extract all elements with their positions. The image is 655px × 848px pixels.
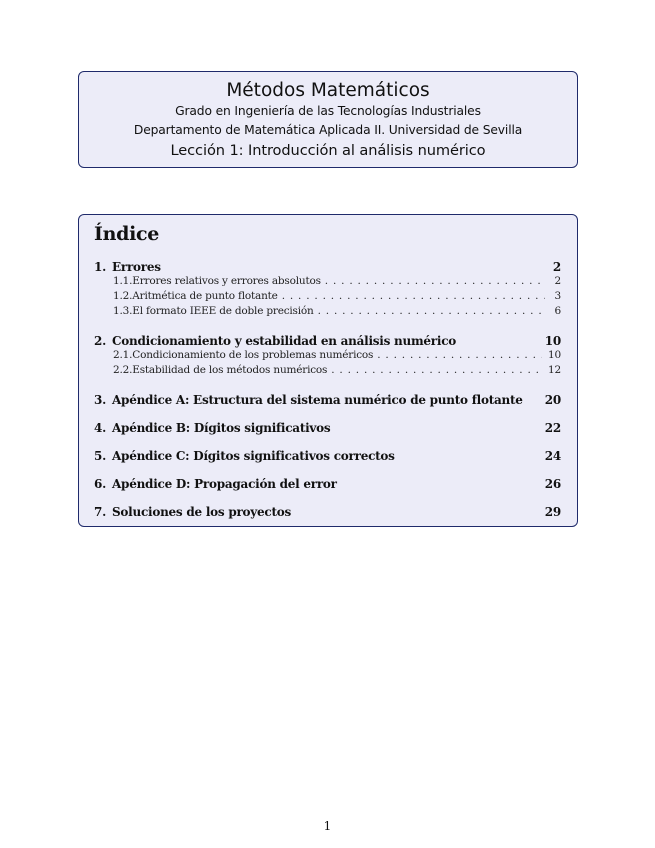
toc-section[interactable] <box>94 505 561 520</box>
section-label: Apéndice D: Propagación del error <box>112 477 337 491</box>
section-label: Condicionamiento y estabilidad en análisis numérico <box>112 334 456 348</box>
subsection-number: 1.1. <box>113 275 133 287</box>
subsection-label: Condicionamiento de los problemas numéricos <box>132 349 374 361</box>
section-number: 7. <box>94 505 107 519</box>
subsection-number: 1.2. <box>113 290 133 302</box>
section-label: Apéndice C: Dígitos significativos correctos <box>112 449 395 463</box>
subsection-page: 6 <box>554 305 561 317</box>
toc-section[interactable] <box>94 421 561 436</box>
subsection-label: Aritmética de punto flotante <box>132 290 278 302</box>
toc-subsection[interactable] <box>94 290 561 305</box>
table-of-contents <box>78 214 578 527</box>
dot-leader <box>318 305 545 317</box>
section-label: Apéndice A: Estructura del sistema numérico de punto flotante <box>112 393 523 407</box>
title-box <box>78 71 578 168</box>
subsection-label: Estabilidad de los métodos numéricos <box>132 364 328 376</box>
subsection-number: 1.3. <box>113 305 133 317</box>
section-number: 2. <box>94 334 107 348</box>
section-number: 5. <box>94 449 107 463</box>
section-number: 3. <box>94 393 107 407</box>
subsection-number: 2.1. <box>113 349 133 361</box>
section-page: 20 <box>544 393 561 407</box>
toc-section[interactable] <box>94 260 561 275</box>
toc-section[interactable] <box>94 449 561 464</box>
subsection-page: 10 <box>548 349 561 361</box>
dot-leader <box>331 364 542 376</box>
department-line: Departamento de Matemática Aplicada II. Universidad de Sevilla <box>133 123 523 137</box>
dot-leader <box>377 349 542 361</box>
subsection-number: 2.2. <box>113 364 133 376</box>
subsection-page: 3 <box>554 290 561 302</box>
toc-subsection[interactable] <box>94 364 561 379</box>
document-title: Métodos Matemáticos <box>226 80 430 101</box>
section-number: 6. <box>94 477 107 491</box>
subsection-label: Errores relativos y errores absolutos <box>132 275 321 287</box>
subsection-label: El formato IEEE de doble precisión <box>132 305 314 317</box>
toc-subsection[interactable] <box>94 349 561 364</box>
toc-section[interactable] <box>94 393 561 408</box>
section-number: 1. <box>94 260 107 274</box>
toc-subsection[interactable] <box>94 305 561 320</box>
dot-leader <box>282 290 545 302</box>
section-label: Errores <box>112 260 161 274</box>
section-page: 10 <box>544 334 561 348</box>
toc-section[interactable] <box>94 477 561 492</box>
dot-leader <box>325 275 545 287</box>
section-page: 2 <box>552 260 561 274</box>
toc-section[interactable] <box>94 334 561 349</box>
section-page: 26 <box>544 477 561 491</box>
section-label: Apéndice B: Dígitos significativos <box>112 421 331 435</box>
subsection-page: 12 <box>548 364 561 376</box>
toc-subsection[interactable] <box>94 275 561 290</box>
section-label: Soluciones de los proyectos <box>112 505 291 519</box>
degree-line: Grado en Ingeniería de las Tecnologías Industriales <box>175 104 481 118</box>
section-number: 4. <box>94 421 107 435</box>
lesson-title: Lección 1: Introducción al análisis numérico <box>170 142 486 159</box>
section-page: 24 <box>544 449 561 463</box>
section-page: 29 <box>544 505 561 519</box>
subsection-page: 2 <box>554 275 561 287</box>
section-page: 22 <box>544 421 561 435</box>
page-number: 1 <box>323 819 332 833</box>
toc-title: Índice <box>94 223 160 245</box>
